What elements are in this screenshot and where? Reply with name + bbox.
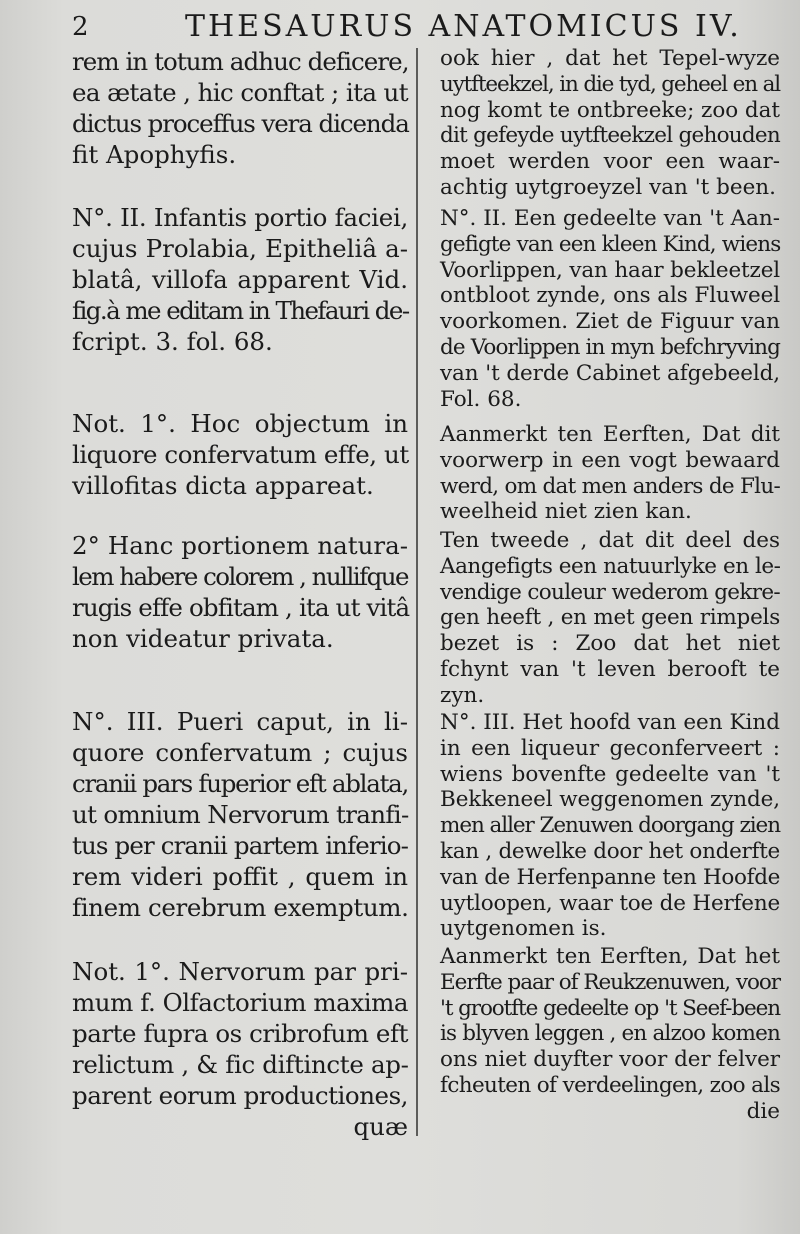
latin-text-line: Not. 1°. Nervorum par pri- (72, 957, 408, 986)
dutch-text-line: N°. II. Een gedeelte van 't Aan- (440, 206, 780, 231)
latin-paragraph (72, 706, 408, 923)
latin-text-line: villofitas dicta appareat. (72, 471, 374, 500)
latin-text-line: dictus proceffus vera dicenda (72, 109, 409, 138)
dutch-text-line: Voorlippen, van haar bekleetzel (440, 257, 780, 283)
dutch-text-line: nog komt te ontbreeke; zoo dat (440, 97, 780, 123)
latin-text-line: fit Apophyfis. (72, 140, 237, 169)
dutch-text-line: ook hier , dat het Tepel-wyze (440, 46, 780, 71)
latin-text-line: blatâ, villofa apparent Vid. (72, 265, 408, 294)
latin-text-line: quore confervatum ; cujus (72, 738, 408, 767)
latin-text-line: rugis effe obfitam , ita ut vitâ (72, 593, 410, 622)
dutch-text-line: kan , dewelke door het onderfte (440, 838, 780, 864)
dutch-text-line: weelheid niet zien kan. (440, 499, 692, 525)
latin-text-line: ea ætate , hic conftat ; ita ut (72, 78, 408, 107)
latin-text-line: N°. II. Infantis portio faciei, (72, 203, 408, 232)
dutch-text-line: Fol. 68. (440, 386, 522, 412)
dutch-text-line: zyn. (440, 682, 485, 708)
page-number: 2 (72, 12, 89, 42)
dutch-text-line: N°. III. Het hoofd van een Kind (440, 710, 780, 735)
latin-text-line: N°. III. Pueri caput, in li- (72, 707, 408, 736)
dutch-text-line: Bekkeneel weggenomen zynde, (440, 787, 780, 813)
dutch-text-line: wiens bovenfte gedeelte van 't (440, 761, 780, 787)
dutch-text-line: gen heeft , en met geen rimpels (440, 605, 780, 631)
latin-text-line: Not. 1°. Hoc objectum in (72, 409, 408, 438)
latin-text-line: parent eorum productiones, (72, 1081, 408, 1110)
dutch-text-line: vendige couleur wederom gekre- (440, 579, 780, 605)
latin-text-line: liquore confervatum effe, ut (72, 440, 409, 469)
dutch-text-line: Aangefigts een natuurlyke en le- (440, 553, 781, 579)
running-title: THESAURUS ANATOMICUS IV. (185, 9, 742, 44)
latin-text-line: parte fupra os cribrofum eft (72, 1019, 408, 1048)
column-divider (416, 48, 418, 1136)
latin-text-line: quæ (353, 1112, 408, 1141)
latin-text-line: relictum , & fic diftincte ap- (72, 1050, 409, 1079)
latin-text-line: non videatur privata. (72, 624, 334, 653)
latin-text-line: 2° Hanc portionem natura- (72, 531, 408, 560)
dutch-paragraph (440, 46, 780, 201)
dutch-paragraph (440, 422, 780, 525)
latin-text-line: rem in totum adhuc deficere, (72, 47, 409, 76)
dutch-text-line: voorwerp in een vogt bewaard (440, 447, 780, 473)
dutch-text-line: Eerfte paar of Reukzenuwen, voor (440, 969, 780, 995)
dutch-text-line: Aanmerkt ten Eerften, Dat dit (440, 422, 780, 447)
latin-text-line: finem cerebrum exemptum. (72, 893, 409, 922)
dutch-text-line: men aller Zenuwen doorgang zien (440, 813, 780, 839)
dutch-text-line: de Voorlippen in myn befchryving (440, 334, 780, 360)
dutch-text-line: ons niet duyfter voor der felver (440, 1047, 780, 1073)
latin-text-line: tus per cranii partem inferio- (72, 831, 408, 860)
dutch-text-line: ontbloot zynde, ons als Fluweel (440, 283, 780, 309)
dutch-text-line: in een liqueur geconferveert : (440, 735, 780, 761)
dutch-text-line: gefigte van een kleen Kind, wiens (440, 231, 781, 257)
dutch-text-line: van de Herfenpanne ten Hoofde (440, 864, 780, 890)
dutch-text-line: werd, om dat men anders de Flu- (440, 473, 780, 499)
dutch-text-line: 't grootfte gedeelte op 't Seef-been (440, 995, 780, 1021)
dutch-text-line: uytfteekzel, in die tyd, geheel en al (440, 71, 780, 97)
dutch-text-line: die (746, 1098, 780, 1124)
dutch-text-line: achtig uytgroeyzel van 't been. (440, 174, 776, 200)
latin-text-line: rem videri poffit , quem in (72, 862, 408, 891)
dutch-text-line: Ten tweede , dat dit deel des (440, 528, 780, 553)
latin-text-line: lem habere colorem , nullifque (72, 562, 408, 591)
latin-paragraph (72, 202, 408, 357)
latin-text-line: fig.à me editam in Thefauri de- (72, 296, 409, 325)
dutch-paragraph (440, 710, 780, 942)
latin-text-line: mum f. Olfactorium maxima (72, 988, 409, 1017)
dutch-text-line: is blyven leggen , en alzoo komen (440, 1021, 780, 1047)
dutch-paragraph (440, 944, 780, 1125)
dutch-text-line: van 't derde Cabinet afgebeeld, (440, 360, 780, 386)
latin-text-line: fcript. 3. fol. 68. (72, 327, 273, 356)
dutch-text-line: uytgenomen is. (440, 916, 607, 942)
dutch-text-line: fcheuten of verdeelingen, zoo als (440, 1072, 780, 1098)
latin-paragraph (72, 46, 408, 170)
latin-paragraph (72, 530, 408, 654)
latin-text-line: cranii pars fuperior eft ablata, (72, 769, 408, 798)
latin-text-line: cujus Prolabia, Epitheliâ a- (72, 234, 408, 263)
dutch-text-line: uytloopen, waar toe de Herfene (440, 890, 781, 916)
latin-text-line: ut omnium Nervorum tranfi- (72, 800, 409, 829)
dutch-paragraph (440, 528, 780, 709)
latin-paragraph (72, 408, 408, 501)
dutch-text-line: voorkomen. Ziet de Figuur van (440, 309, 780, 335)
dutch-paragraph (440, 206, 780, 412)
dutch-text-line: dit gefeyde uytfteekzel gehouden (440, 123, 780, 149)
dutch-text-line: Aanmerkt ten Eerften, Dat het (440, 944, 780, 969)
dutch-text-line: moet werden voor een waar- (440, 149, 780, 175)
latin-paragraph (72, 956, 408, 1142)
dutch-text-line: bezet is : Zoo dat het niet (440, 631, 780, 657)
dutch-text-line: fchynt van 't leven berooft te (440, 656, 780, 682)
page-header (0, 6, 800, 46)
